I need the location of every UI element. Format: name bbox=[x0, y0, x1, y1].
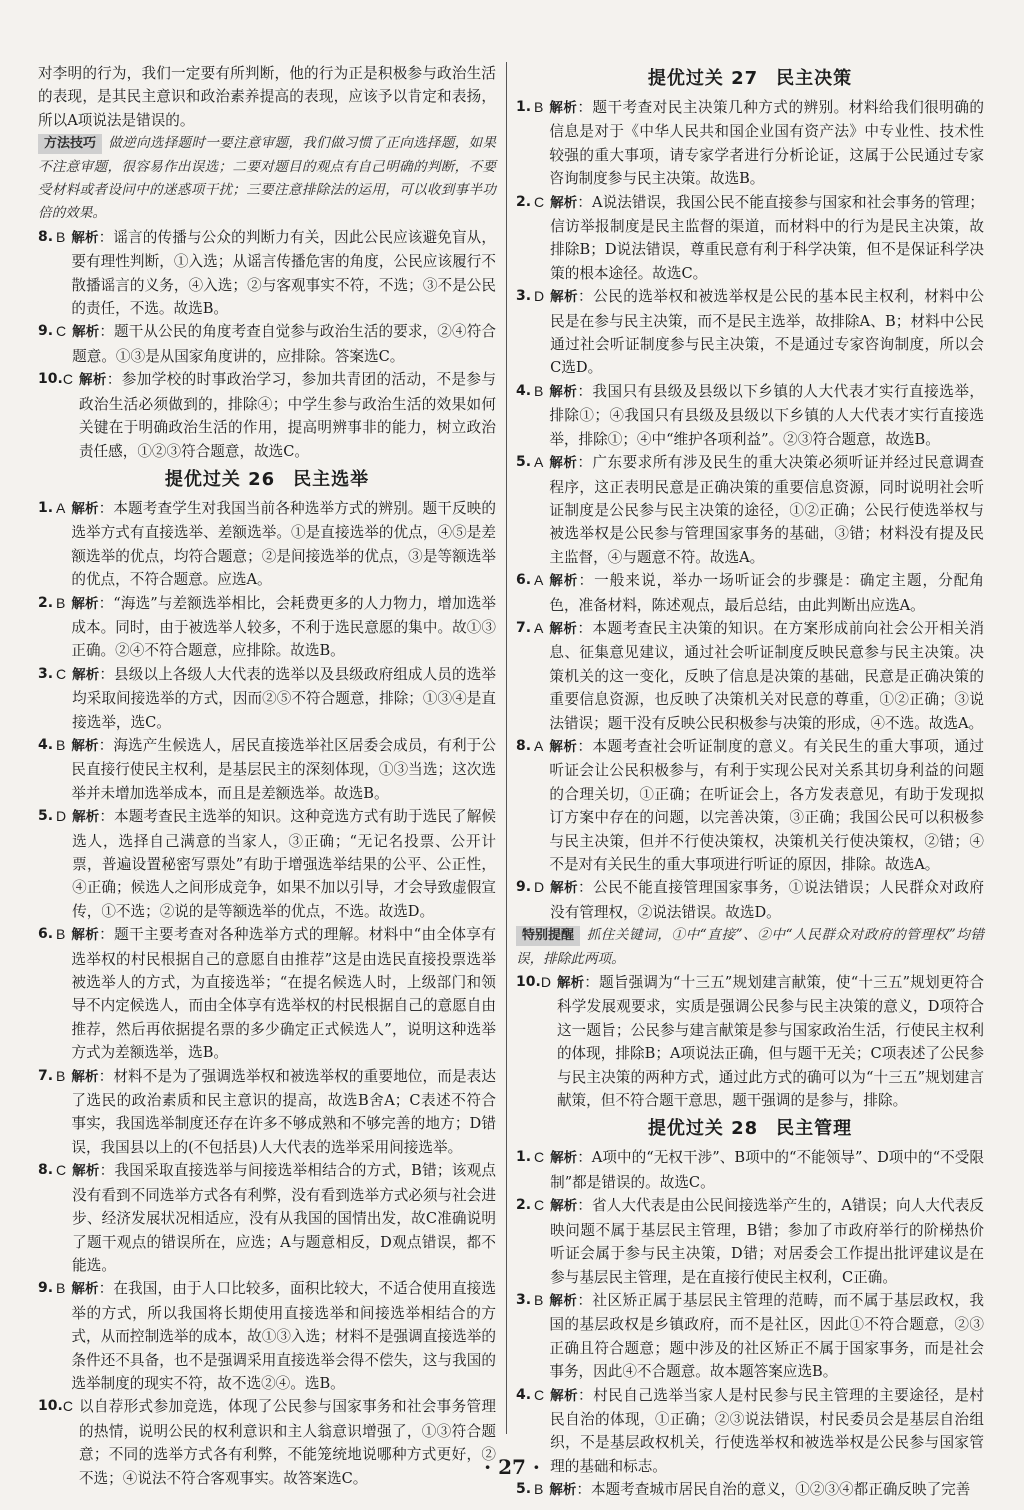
analysis-label: 解析 bbox=[72, 324, 100, 341]
item-answer: B bbox=[534, 382, 544, 399]
item-number: 8. bbox=[38, 1162, 54, 1179]
item-answer: C bbox=[56, 665, 67, 682]
answer-item bbox=[38, 226, 496, 321]
item-answer: C bbox=[62, 371, 73, 388]
item-answer: B bbox=[56, 594, 66, 611]
item-number: 7. bbox=[516, 619, 532, 636]
analysis-label: 解析 bbox=[549, 1292, 578, 1309]
item-answer: C bbox=[534, 193, 545, 210]
item-number: 2. bbox=[516, 193, 532, 210]
item-number: 4. bbox=[516, 382, 532, 399]
section-heading-26 bbox=[38, 467, 496, 493]
item-text: ：A说法错误，我国公民不能直接参与国家和社会事务的管理；信访举报制度是民主监督的渠道，而材料中的行为是民主决策，故排除B；D说法错误，尊重民意有利于科学决策，但不是保证科学决策的根本途径。故选C。 bbox=[550, 193, 985, 282]
item-number: 1. bbox=[38, 499, 54, 516]
analysis-label: 解析 bbox=[549, 573, 579, 590]
item-text: ：本题考查民主选举的知识。这种竞选方式有助于选民了解候选人，选择自己满意的当家人，③正确；“无记名投票、公开计票，普遍设置秘密写票处”有助于增强选举结果的公平、公正性，④正确；候选人之间形成竞争，如果不加以引导，才会导致虚假宣传，①不选；②说的是等额选举的优点，不选。故选D。 bbox=[72, 808, 496, 920]
analysis-label: 解析 bbox=[549, 1482, 577, 1499]
item-number: 1. bbox=[516, 99, 532, 115]
special-reminder bbox=[516, 924, 984, 971]
answer-item bbox=[516, 569, 984, 617]
item-number: 5. bbox=[516, 1481, 532, 1498]
answer-item bbox=[516, 191, 984, 286]
analysis-label: 解析 bbox=[72, 809, 100, 826]
item-text: ：广东要求所有涉及民生的重大决策必须听证并经过民意调查程序，这正表明民意是正确决策的重要信息资源，同时说明社会听证制度是公民参与民主决策的途径，①②正确；公民行使选举权与被选举权是公民参与管理国家事务的基础，③错；材料没有提及民主监督，④与题意不符。故选A。 bbox=[549, 454, 984, 566]
reminder-text: 抓住关键词，①中“直接”、②中“人民群众对政府的管理权”均错误，排除此两项。 bbox=[516, 927, 984, 967]
item-answer: A bbox=[534, 619, 544, 636]
item-number: 6. bbox=[516, 572, 532, 589]
intro-paragraph: 对李明的行为，我们一定要有所判断，他的行为正是积极参与政治生活的表现，是其民主意识和政治素养提高的表现，应该予以肯定和表扬，所以A项说法是错误的。 bbox=[38, 65, 496, 129]
item-number: 3. bbox=[516, 288, 532, 305]
item-number: 10. bbox=[38, 1398, 63, 1415]
answer-item bbox=[516, 380, 984, 451]
answer-item bbox=[38, 734, 496, 805]
item-text: ：题干考查对民主决策几种方式的辨别。材料给我们很明确的信息是对于《中华人民共和国企业国有资产法》中专业性、技术性较强的重大事项，请专家学者进行分析论证，这属于公民通过专家咨询制度参与民主决策。故选B。 bbox=[549, 99, 984, 188]
item-number: 9. bbox=[38, 1280, 54, 1297]
reminder-tag: 特别提醒 bbox=[516, 926, 580, 946]
item-text: ：参加学校的时事政治学习，参加共青团的活动，不是参与政治生活必须做到的，排除④；中学生参与政治生活的效果如何关键在于明确政治生活的作用，提高明辨事非的能力，树立政治责任感，①②③符合题意，故选C。 bbox=[78, 371, 496, 460]
analysis-label: 解析 bbox=[550, 1387, 579, 1404]
analysis-label: 解析 bbox=[72, 1163, 100, 1180]
page-number: · 27 · bbox=[484, 1455, 540, 1479]
item-text: ：本题考查民主决策的知识。在方案形成前向社会公开相关消息、征集意见建议，通过社会听证制度反映民意参与民主决策。决策机关的这一变化，反映了信息是决策的基础，民意是正确决策的重要信息资源，也反映了决策机关对民意的尊重，①②正确；③说法错误；题干没有反映公民积极参与决策的形成，④不选。故选A。 bbox=[549, 619, 984, 732]
items-section-26 bbox=[38, 497, 496, 1490]
analysis-label: 解析 bbox=[549, 620, 578, 637]
item-answer: D bbox=[534, 288, 545, 305]
answer-item bbox=[516, 876, 984, 924]
items-top bbox=[38, 226, 496, 463]
analysis-label: 解析 bbox=[556, 975, 585, 992]
item-text: ：谣言的传播与公众的判断力有关，因此公民应该避免盲从，要有理性判断，①入选；从谣言传播危害的角度，公民应该履行不散播谣言的义务，④入选；②与客观事实不符，不选；③不是公民的责任，不选。故选B。 bbox=[71, 228, 496, 318]
answer-item bbox=[516, 735, 984, 876]
item-number: 2. bbox=[516, 1197, 532, 1214]
item-number: 1. bbox=[516, 1149, 532, 1166]
items-section-27 bbox=[516, 96, 984, 924]
heading-label: 提优过关 28 bbox=[647, 1118, 759, 1140]
answer-item bbox=[38, 1277, 496, 1395]
item-text: ：题干主要考查对各种选举方式的理解。材料中“由全体享有选举权的村民根据自己的意愿自由推荐”这是由选民直接投票选举被选举人的方式，为直接选举；“在提名候选人时，上级部门和领导不内定候选人，而由全体享有选举权的村民根据自己的意愿自由推荐，然后再依据提名票的多少确定正式候选人”，说明这种选举方式为差额选举，选B。 bbox=[71, 926, 497, 1062]
item-text: ：海选产生候选人，居民直接选举社区居委会成员，有利于公民直接行使民主权利，是基层民主的深刻体现，①③当选；这次选举并未增加选举成本，而且是差额选举。故选B。 bbox=[71, 736, 496, 802]
analysis-label: 解析 bbox=[549, 738, 578, 755]
item-answer: D bbox=[540, 974, 551, 991]
item-text: ：本题考查城市居民自治的意义，①②③④都正确反映了完善 bbox=[576, 1481, 971, 1499]
item-number: 4. bbox=[38, 736, 54, 753]
item-answer: C bbox=[534, 1197, 545, 1214]
answer-item bbox=[516, 285, 984, 380]
left-column bbox=[38, 62, 496, 1490]
item-answer: A bbox=[56, 499, 66, 516]
item-number: 5. bbox=[516, 454, 532, 471]
heading-title: 民主选举 bbox=[293, 468, 370, 490]
item-number: 9. bbox=[38, 323, 54, 340]
item-answer: B bbox=[534, 1291, 544, 1308]
item-answer: B bbox=[534, 1481, 544, 1498]
section-heading-27 bbox=[516, 66, 984, 92]
answer-item bbox=[516, 451, 984, 569]
item-answer: C bbox=[534, 1386, 545, 1403]
item-text: ：本题考查学生对我国当前各种选举方式的辨别。题干反映的选举方式有直接选举、差额选举。①是直接选举的优点，④⑤是差额选举的优点，均符合题意；②是间接选举的优点，③是等额选举的优点，不符合题意。应选A。 bbox=[71, 499, 496, 589]
item-text: ：一般来说，举办一场听证会的步骤是：确定主题，分配角色，准备材料，陈述观点，最后总结，由此判断出应选A。 bbox=[549, 572, 984, 614]
item-answer: B bbox=[56, 1067, 66, 1084]
analysis-label: 解析 bbox=[549, 383, 578, 400]
analysis-label: 解析 bbox=[78, 372, 107, 389]
analysis-label: 解析 bbox=[71, 1281, 99, 1298]
item-answer: A bbox=[534, 572, 544, 589]
answer-item bbox=[38, 368, 496, 463]
analysis-label: 解析 bbox=[550, 1150, 578, 1167]
item-number: 10. bbox=[38, 371, 63, 388]
item-answer: D bbox=[56, 808, 67, 825]
item-answer: A bbox=[534, 737, 544, 754]
item-text: ：题旨强调为“十三五”规划建言献策，使“十三五”规划更符合科学发展观要求，实质是强调公民参与民主决策的意义，D项符合这一题旨；公民参与建言献策是参与国家政治生活，行使民主权利的体现，排除B；A项说法正确，但与题干无关；C项表述了公民参与民主决策的两种方式，通过此方式的确可以为“十三五”规划建言献策，但不符合题干意思，题干强调的是参与，排除。 bbox=[556, 974, 984, 1110]
item-text: ：材料不是为了强调选举权和被选举权的重要地位，而是表达了选民的政治素质和民主意识的提高，故选B舍A；C表述不符合事实，我国选举制度还存在许多不够成熟和不够完善的地方；D错误，我国县以上的(不包括县)人大代表的选举采用间接选举。 bbox=[71, 1067, 496, 1156]
analysis-label: 解析 bbox=[549, 455, 578, 472]
item-text: ：我国只有县级及县级以下乡镇的人大代表才实行直接选举，排除①；④我国只有县级及县级以下乡镇的人大代表才实行直接选举，排除①；④中“维护各项利益”。②③符合题意，故选B。 bbox=[549, 382, 984, 448]
analysis-label: 解析 bbox=[71, 1068, 99, 1085]
item-answer: A bbox=[534, 454, 544, 471]
item-answer: B bbox=[56, 1280, 66, 1297]
section-heading-28 bbox=[516, 1116, 984, 1142]
answer-item bbox=[516, 1289, 984, 1384]
answer-item bbox=[38, 1159, 496, 1277]
answer-item bbox=[516, 971, 984, 1112]
item-answer: C bbox=[534, 1149, 545, 1166]
item-text: ：公民的选举权和被选举权是公民的基本民主权利，材料中公民是在参与民主决策，而不是民主选举，故排除A、B；材料中公民通过社会听证制度参与民主决策，不是通过专家咨询制度，所以会C选D。 bbox=[550, 288, 984, 377]
analysis-label: 解析 bbox=[549, 100, 578, 116]
heading-label: 提优过关 27 bbox=[647, 68, 759, 89]
item-answer: C bbox=[56, 1162, 67, 1179]
analysis-label: 解析 bbox=[71, 229, 99, 246]
item-answer: B bbox=[56, 926, 66, 943]
heading-label: 提优过关 26 bbox=[164, 468, 276, 490]
answer-item bbox=[516, 1146, 984, 1194]
item-answer: B bbox=[534, 99, 544, 115]
analysis-label: 解析 bbox=[550, 289, 579, 306]
tip-tag: 方法技巧 bbox=[38, 134, 102, 154]
method-tip bbox=[38, 132, 496, 226]
item-number: 9. bbox=[516, 879, 532, 896]
item-number: 10. bbox=[516, 974, 541, 991]
answer-item bbox=[38, 497, 496, 592]
item-number: 3. bbox=[516, 1291, 532, 1308]
item-text: ：县级以上各级人大代表的选举以及县级政府组成人员的选举均采取间接选举的方式，因而②⑤不符合题意，排除；①③④是直接选举，选C。 bbox=[72, 665, 496, 731]
heading-title: 民主决策 bbox=[776, 68, 853, 89]
analysis-label: 解析 bbox=[71, 500, 99, 517]
item-number: 6. bbox=[38, 926, 54, 943]
right-column bbox=[516, 62, 984, 1503]
item-answer: B bbox=[56, 228, 66, 245]
analysis-label: 解析 bbox=[71, 595, 99, 612]
item-number: 7. bbox=[38, 1067, 54, 1084]
item-text: ：题干从公民的角度考查自觉参与政治生活的要求，②④符合题意。①③是从国家角度讲的，应排除。答案选C。 bbox=[72, 323, 496, 365]
tip-text: 做逆向选择题时一要注意审题，我们做习惯了正向选择题，如果不注意审题，很容易作出误选；二要对题目的观点有自己明确的判断，不要受材料或者设问中的迷惑项干扰；三要注意排除法的运用，可以收到事半功倍的效果。 bbox=[38, 135, 496, 222]
item-text: ：村民自己选举当家人是村民参与民主管理的主要途径，是村民自治的体现，①正确；②③说法错误，村民委员会是基层自治组织，不是基层政权机关，行使选举权和被选举权是公民参与国家管理的基础和标志。 bbox=[550, 1386, 984, 1475]
answer-item bbox=[516, 1194, 984, 1289]
analysis-label: 解析 bbox=[550, 880, 579, 897]
item-answer: D bbox=[534, 879, 545, 896]
items-section-28 bbox=[516, 1146, 984, 1502]
item-text: ：A项中的“无权干涉”、B项中的“不能领导”、D项中的“不受限制”都是错误的。故选C。 bbox=[550, 1149, 984, 1191]
item-answer: B bbox=[56, 736, 66, 753]
item-answer: C bbox=[56, 323, 67, 340]
item-text: ：省人大代表是由公民间接选举产生的，A错误；向人大代表反映问题不属于基层民主管理，B错；参加了市政府举行的阶梯热价听证会属于参与民主决策，D错；对居委会工作提出批评建议是在参与基层民主管理，是在直接行使民主权利，C正确。 bbox=[550, 1197, 985, 1286]
item-number: 8. bbox=[38, 228, 54, 245]
item-text: ：“海选”与差额选举相比，会耗费更多的人力物力，增加选举成本。同时，由于被选举人较多，不利于选民意愿的集中。故①③正确。②④不符合题意，应排除。故选B。 bbox=[71, 594, 496, 660]
item-number: 5. bbox=[38, 808, 54, 825]
answer-item bbox=[516, 1478, 984, 1502]
item-text: ：社区矫正属于基层民主管理的范畴，而不属于基层政权，我国的基层政权是乡镇政府，而不是社区，因此①不符合题意，②③正确且符合题意；题中涉及的社区矫正不属于国家事务，而是社会事务，因此④不合题意。故本题答案应选B。 bbox=[549, 1291, 984, 1381]
answer-item bbox=[38, 1065, 496, 1160]
item-text: 以自荐形式参加竞选，体现了公民参与国家事务和社会事务管理的热情，说明公民的权利意识和主人翁意识增强了，①③符合题意；不同的选举方式各有利弊，不能笼统地说哪种方式更好，②不选；④说法不符合客观事实。故答案选C。 bbox=[78, 1398, 496, 1487]
item-number: 3. bbox=[38, 665, 54, 682]
answer-item bbox=[38, 923, 496, 1064]
item-text: ：我国采取直接选举与间接选举相结合的方式，B错；该观点没有看到不同选举方式各有利弊，没有看到选举方式必须与社会进步、经济发展状况相适应，没有从我国的国情出发，故C准确说明了题干观点的错误所在，应选；A与题意相反，D观点错误，都不能选。 bbox=[72, 1162, 496, 1274]
item-text: ：公民不能直接管理国家事务，①说法错误；人民群众对政府没有管理权，②说法错误。故选D。 bbox=[550, 879, 984, 921]
column-divider bbox=[506, 62, 507, 1434]
analysis-label: 解析 bbox=[550, 194, 578, 211]
answer-item bbox=[38, 663, 496, 734]
answer-item bbox=[38, 592, 496, 663]
item-text: ：本题考查社会听证制度的意义。有关民生的重大事项，通过听证会让公民积极参与，有利于实现公民对关系其切身利益的问题的合理关切，①正确；在听证会上，各方发表意见，有助于发现拟订方案中存在的问题，以完善决策，③正确；我国公民可以积极参与民主决策，但并不行使决策权，决策机关行使决策权，②错；④不是对有关民生的重大事项进行听证的原因，排除。故选A。 bbox=[549, 737, 984, 873]
answer-item bbox=[38, 805, 496, 923]
analysis-label: 解析 bbox=[71, 737, 99, 754]
item-number: 2. bbox=[38, 594, 54, 611]
answer-item bbox=[38, 320, 496, 368]
item-number: 4. bbox=[516, 1386, 532, 1403]
item-text: ：在我国，由于人口比较多，面积比较大，不适合使用直接选举的方式，所以我国将长期使用直接选举和间接选举相结合的方式，从而控制选举的成本，故①③入选；材料不是强调直接选举的条件还不具备，也不是强调采用直接选举会得不偿失，这与我国的选举制度的现实不符，故不选②④。选B。 bbox=[71, 1280, 496, 1392]
item-answer: C bbox=[62, 1398, 73, 1415]
item-number: 8. bbox=[516, 737, 532, 754]
analysis-label: 解析 bbox=[72, 666, 100, 683]
answer-item bbox=[516, 96, 984, 191]
analysis-label: 解析 bbox=[550, 1198, 578, 1215]
answer-item bbox=[516, 617, 984, 735]
analysis-label: 解析 bbox=[71, 927, 100, 944]
heading-title: 民主管理 bbox=[776, 1118, 853, 1140]
